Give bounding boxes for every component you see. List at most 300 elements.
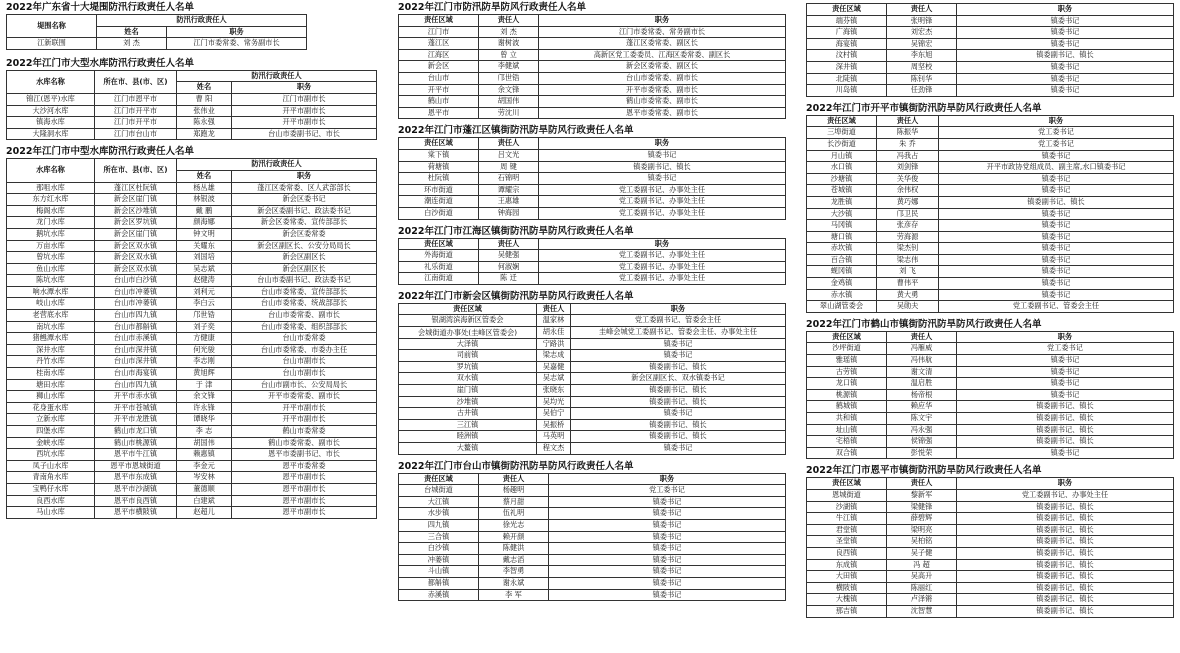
header-person: 姓名: [97, 26, 167, 38]
table-row: [807, 366, 1174, 378]
cell-area: 雅瑶镇: [807, 355, 887, 367]
cell-second: 新会区双水镇: [95, 263, 177, 275]
cell-area: 百合镇: [807, 254, 877, 266]
cell-third: 镇委副书记、镇长: [957, 536, 1174, 548]
cell-second: 任劲锋: [887, 85, 957, 97]
header-person: 责任人: [479, 238, 539, 250]
cell-third: 镇委书记: [939, 185, 1174, 197]
cell-area: 大田镇: [807, 571, 887, 583]
cell-third: 刘子奕: [177, 321, 232, 333]
table-row: [807, 489, 1174, 501]
cell-area: 四九镇: [399, 519, 479, 531]
table-row: [7, 240, 377, 252]
cell-area: 宝鸭仔水库: [7, 483, 95, 495]
cell-fourth: 新会区委常委、宣传部部长: [232, 217, 377, 229]
cell-second: 周坚校: [887, 61, 957, 73]
table-row: [399, 72, 786, 84]
cell-third: 镇委书记: [957, 15, 1174, 27]
header-post: 职务: [539, 138, 786, 150]
cell-area: 广海镇: [807, 27, 887, 39]
cell-second: 胡国伟: [479, 96, 539, 108]
cell-fourth: 江门市副市长: [232, 93, 377, 105]
header-group: 防汛行政责任人: [97, 15, 307, 27]
cell-second: 谢永斌: [479, 577, 549, 589]
cell-area: 礼乐街道: [399, 261, 479, 273]
cell-fourth: 恩平市副市长: [232, 507, 377, 519]
header-person: 姓名: [177, 82, 232, 94]
cell-second: 刘剑锋: [877, 162, 939, 174]
cell-third: 镇委书记: [957, 38, 1174, 50]
cell-second: 冯永强: [887, 424, 957, 436]
cell-second: 蓬江区杜阮镇: [95, 182, 177, 194]
cell-fourth: 恩平市副市长: [232, 472, 377, 484]
cell-fourth: 蓬江区委常委、区人武部部长: [232, 182, 377, 194]
cell-third: 镇委副书记、镇长: [957, 559, 1174, 571]
cell-area: 三合镇: [399, 531, 479, 543]
cell-area: 恩平市: [399, 107, 479, 119]
cell-fourth: 新会区副区长: [232, 263, 377, 275]
cell-third: 镇委书记: [939, 266, 1174, 278]
cell-third: 镇委书记: [957, 61, 1174, 73]
cell-second: 沈智慧: [887, 605, 957, 617]
cell-third: 李 志: [177, 426, 232, 438]
cell-fourth: 新会区委副书记、政法委书记: [232, 205, 377, 217]
cell-third: 镇委副书记、镇长: [571, 419, 786, 431]
cell-third: 胡国伟: [177, 437, 232, 449]
cell-third: 刘国培: [177, 252, 232, 264]
cell-area: 三埠街道: [807, 127, 877, 139]
cell-area: 水口镇: [807, 162, 877, 174]
cell-area: 睦洲镇: [399, 431, 537, 443]
cell-third: 镇委书记: [549, 496, 786, 508]
cell-second: 鹤山市桃源镇: [95, 437, 177, 449]
table-row: [807, 424, 1174, 436]
cell-third: 镇委副书记、镇长: [957, 513, 1174, 525]
cell-second: 台山市深井镇: [95, 344, 177, 356]
cell-fourth: 开平市副市长: [232, 117, 377, 129]
table-row: [399, 361, 786, 373]
cell-area: 古劳镇: [807, 366, 887, 378]
cell-fourth: 台山市委常委、组织部部长: [232, 321, 377, 333]
cell-third: 镇委书记: [549, 566, 786, 578]
cell-area: 岐山水库: [7, 298, 95, 310]
cell-area: 龙胜镇: [807, 196, 877, 208]
cell-area: 陈坑水库: [7, 275, 95, 287]
cell-third: 镇委书记: [549, 531, 786, 543]
cell-third: 镇委副书记、镇长: [571, 385, 786, 397]
cell-area: 台山市: [399, 72, 479, 84]
cell-second: 梁杰钊: [877, 243, 939, 255]
cell-second: 吴健强: [479, 250, 539, 262]
cell-area: 万亩水库: [7, 240, 95, 252]
table-row: [7, 460, 377, 472]
cell-area: 棠下镇: [399, 149, 479, 161]
cell-second: 陈文宇: [887, 413, 957, 425]
cell-area: 那咀水库: [7, 182, 95, 194]
table-row: [399, 207, 786, 219]
cell-third: 镇委书记: [571, 408, 786, 420]
table-row: [7, 368, 377, 380]
header-person: 责任人: [877, 115, 939, 127]
cell-second: 曹伟平: [877, 278, 939, 290]
cell-third: 镇委书记: [939, 220, 1174, 232]
cell-second: 谭耀宗: [479, 184, 539, 196]
cell-second: 王惠雄: [479, 196, 539, 208]
cell-area: 立新水库: [7, 414, 95, 426]
cell-second: 邝世锆: [479, 72, 539, 84]
table-row: [399, 419, 786, 431]
table-row: [399, 315, 786, 327]
cell-third: 党工委副书记、办事处主任: [539, 196, 786, 208]
table-row: [7, 228, 377, 240]
table-row: [399, 431, 786, 443]
cell-third: 高新区党工委委员、江海区委常委、副区长: [539, 49, 786, 61]
cell-area: 北陡镇: [807, 73, 887, 85]
table-row: [7, 298, 377, 310]
cell-third: 党工委副书记、办事处主任: [539, 273, 786, 285]
header-area: 责任区域: [807, 4, 887, 16]
cell-third: 赵超儿: [177, 507, 232, 519]
cell-area: 桃源镇: [807, 389, 887, 401]
cell-second: 开平市苍城镇: [95, 402, 177, 414]
cell-third: 方健康: [177, 333, 232, 345]
cell-second: 彭悦荣: [887, 447, 957, 459]
table-row: [399, 26, 786, 38]
cell-third: 镇委书记: [549, 554, 786, 566]
cell-third: 镇委书记: [539, 149, 786, 161]
cell-area: 潮连街道: [399, 196, 479, 208]
cell-area: 沙湖镇: [807, 501, 887, 513]
table-row: [399, 49, 786, 61]
cell-second: 吴志斌: [537, 373, 571, 385]
cell-area: 马山水库: [7, 507, 95, 519]
table-row: [7, 344, 377, 356]
cell-third: 党工委书记: [939, 138, 1174, 150]
cell-second: 台山市冲蒌镇: [95, 286, 177, 298]
cell-third: 张伟业: [177, 105, 232, 117]
table-row: [7, 217, 377, 229]
table-row: [399, 589, 786, 601]
table-row: [7, 275, 377, 287]
cell-third: 谭晓华: [177, 414, 232, 426]
table-row: [399, 396, 786, 408]
cell-fourth: 恩平市副市长: [232, 483, 377, 495]
cell-third: 镇委书记: [939, 289, 1174, 301]
cell-second: 冯伟航: [887, 355, 957, 367]
cell-third: 镇委副书记、镇长: [571, 431, 786, 443]
table-row: [807, 301, 1174, 313]
cell-area: 深井水库: [7, 344, 95, 356]
table-row: [807, 173, 1174, 185]
cell-second: 开平市赤水镇: [95, 391, 177, 403]
cell-second: 新会区崖门镇: [95, 194, 177, 206]
cell-area: 恩城街道: [807, 489, 887, 501]
table-taishan-continued: [806, 3, 1174, 97]
cell-third: 镇委副书记、镇长: [957, 605, 1174, 617]
cell-area: 圣堂镇: [807, 536, 887, 548]
table-row: [7, 205, 377, 217]
cell-third: 圭峰会城党工委副书记、管委会主任、办事处主任: [571, 327, 786, 339]
cell-area: 沙坪街道: [807, 343, 887, 355]
cell-second: 徐光志: [479, 519, 549, 531]
cell-second: 陈 迁: [479, 273, 539, 285]
cell-area: 汶村镇: [807, 50, 887, 62]
header-person: 责任人: [479, 138, 539, 150]
cell-third: 党工委副书记、办事处主任: [539, 207, 786, 219]
cell-third: 镇委书记: [957, 85, 1174, 97]
cell-second: 台山市赤溪镇: [95, 333, 177, 345]
cell-third: 镇委副书记、镇长: [539, 161, 786, 173]
cell-second: 伍礼明: [479, 508, 549, 520]
cell-third: 镇委副书记、镇长: [957, 594, 1174, 606]
table-row: [807, 266, 1174, 278]
cell-second: 台山市四九镇: [95, 310, 177, 322]
cell-third: 党工委副书记、办事处主任: [957, 489, 1174, 501]
cell-second: 张明锋: [887, 15, 957, 27]
table-row: [399, 327, 786, 339]
cell-fourth: 鹤山市委常委、副市长: [232, 437, 377, 449]
cell-third: 党工委副书记、办事处主任: [539, 261, 786, 273]
header-group: 防汛行政责任人: [177, 159, 377, 171]
cell-area: 马冈镇: [807, 220, 877, 232]
table-row: [807, 61, 1174, 73]
table-row: [807, 501, 1174, 513]
header-post: 职务: [957, 478, 1174, 490]
cell-third: 鹤山市委常委、副市长: [539, 96, 786, 108]
section-title-heshan: 2022年江门市鹤山市镇街防汛防旱防风行政责任人名单: [806, 318, 1042, 330]
header-area: 责任区域: [807, 115, 877, 127]
cell-third: 镇委副书记、镇长: [957, 547, 1174, 559]
cell-second: 石锦明: [479, 173, 539, 185]
cell-third: 刘利元: [177, 286, 232, 298]
cell-second: 吴振桥: [537, 419, 571, 431]
table-row: [807, 243, 1174, 255]
table-row: [807, 559, 1174, 571]
cell-second: 朱 乔: [877, 138, 939, 150]
cell-area: 鹤城镇: [807, 401, 887, 413]
cell-third: 党工委书记: [957, 343, 1174, 355]
table-row: [399, 38, 786, 50]
cell-third: 镇委书记: [571, 443, 786, 455]
table-row: [807, 536, 1174, 548]
cell-area: 老营底水库: [7, 310, 95, 322]
table-row: [807, 208, 1174, 220]
cell-area: 赤坎镇: [807, 243, 877, 255]
cell-area: 江南街道: [399, 273, 479, 285]
table-taishan: [398, 473, 786, 602]
header-post: 职务: [957, 331, 1174, 343]
table-row: [807, 401, 1174, 413]
table-row: [807, 50, 1174, 62]
cell-area: 赤水镇: [807, 289, 877, 301]
section-title-pengjiang: 2022年江门市蓬江区镇街防汛防旱防风行政责任人名单: [398, 125, 634, 137]
cell-second: 杨趣明: [479, 485, 549, 497]
table-row: [807, 231, 1174, 243]
cell-second: 台山市四九镇: [95, 379, 177, 391]
cell-fourth: 台山市委副书记、政法委书记: [232, 275, 377, 287]
cell-third: 镇委副书记、镇长: [957, 50, 1174, 62]
cell-third: 党工委书记: [549, 485, 786, 497]
table-row: [807, 27, 1174, 39]
cell-second: 杨帝根: [887, 389, 957, 401]
cell-fourth: 恩平市副市长: [232, 495, 377, 507]
cell-area: 会城街道办事处(圭峰区管委会): [399, 327, 537, 339]
table-jianghai: [398, 238, 786, 285]
cell-fourth: 新会区委常委: [232, 228, 377, 240]
header-person: 责任人: [887, 478, 957, 490]
table-medium-reservoir: [6, 158, 377, 518]
cell-third: 镇委书记: [957, 27, 1174, 39]
cell-second: 台山市深井镇: [95, 356, 177, 368]
cell-third: 镇委副书记、镇长: [957, 524, 1174, 536]
cell-fourth: 台山市委副书记、市长: [232, 128, 377, 140]
cell-area: 开平市: [399, 84, 479, 96]
table-row: [807, 150, 1174, 162]
header-post: 职务: [539, 238, 786, 250]
table-row: [7, 117, 377, 129]
cell-third: 杨丛雄: [177, 182, 232, 194]
table-row: [399, 443, 786, 455]
cell-second: 温家林: [537, 315, 571, 327]
cell-area: 响水潭水库: [7, 286, 95, 298]
cell-second: 梁志伟: [877, 254, 939, 266]
table-row: [807, 605, 1174, 617]
header-person: 责任人: [887, 331, 957, 343]
cell-area: 荷塘镇: [399, 161, 479, 173]
cell-area: 江新联围: [7, 38, 97, 50]
cell-fourth: 新会区副区长、公安分局局长: [232, 240, 377, 252]
table-row: [399, 577, 786, 589]
header-person: 责任人: [479, 473, 549, 485]
cell-third: 镇委书记: [549, 543, 786, 555]
cell-second: 台山市海宴镇: [95, 368, 177, 380]
header-post: 职务: [232, 82, 377, 94]
cell-third: 陈永强: [177, 117, 232, 129]
cell-second: 吴伯宁: [537, 408, 571, 420]
table-row: [807, 15, 1174, 27]
cell-third: 镇委书记: [957, 447, 1174, 459]
cell-third: 李志刚: [177, 356, 232, 368]
table-row: [7, 194, 377, 206]
table-enping: [806, 477, 1174, 617]
cell-third: 镇委书记: [939, 208, 1174, 220]
cell-area: 大鳌镇: [399, 443, 537, 455]
cell-second: 江门市恩平市: [95, 93, 177, 105]
cell-second: 刘 杰: [97, 38, 167, 50]
column-3: [806, 0, 1174, 618]
cell-area: 外海街道: [399, 250, 479, 262]
cell-second: 新会区双水镇: [95, 252, 177, 264]
cell-third: 镇委书记: [939, 231, 1174, 243]
cell-third: 赵健涛: [177, 275, 232, 287]
cell-fourth: 台山市委常委、宣传部部长: [232, 286, 377, 298]
cell-third: 镇委副书记、镇长: [939, 196, 1174, 208]
cell-second: 何淑娴: [479, 261, 539, 273]
cell-second: 江门市开平市: [95, 117, 177, 129]
table-row: [7, 426, 377, 438]
table-row: [7, 472, 377, 484]
table-row: [807, 513, 1174, 525]
cell-area: 双合镇: [807, 447, 887, 459]
cell-third: 黄旭辉: [177, 368, 232, 380]
header-post: 职务: [549, 473, 786, 485]
cell-third: 镇委书记: [549, 508, 786, 520]
cell-third: 镇委书记: [957, 389, 1174, 401]
table-row: [807, 162, 1174, 174]
cell-second: 陈丽红: [887, 582, 957, 594]
table-row: [399, 250, 786, 262]
cell-second: 温启胜: [887, 378, 957, 390]
table-row: [399, 485, 786, 497]
table-row: [807, 220, 1174, 232]
cell-second: 吴嘉健: [537, 361, 571, 373]
cell-area: 大槐镇: [807, 594, 887, 606]
cell-third: 镇委副书记、镇长: [957, 571, 1174, 583]
header-person: 姓名: [177, 170, 232, 182]
cell-third: 镇委副书记、镇长: [957, 401, 1174, 413]
cell-area: 都斛镇: [399, 577, 479, 589]
table-row: [807, 127, 1174, 139]
cell-area: 丹竹水库: [7, 356, 95, 368]
table-row: [399, 149, 786, 161]
table-row: [399, 543, 786, 555]
cell-third: 白建斌: [177, 495, 232, 507]
cell-third: 江门市委常委、常务副市长: [539, 26, 786, 38]
header-area: 责任区域: [807, 331, 887, 343]
cell-third: 镇委书记: [939, 254, 1174, 266]
header-reservoir-name: 水库名称: [7, 70, 95, 93]
cell-area: 塘田水库: [7, 379, 95, 391]
cell-second: 邝卫民: [877, 208, 939, 220]
cell-second: 胡永佳: [537, 327, 571, 339]
cell-second: 刘宏杰: [887, 27, 957, 39]
cell-area: 鹤山市: [399, 96, 479, 108]
table-row: [399, 519, 786, 531]
cell-second: 吴柏铭: [887, 536, 957, 548]
cell-area: 江海区: [399, 49, 479, 61]
cell-fourth: 恩平市委常委: [232, 460, 377, 472]
cell-second: 恩平市东成镇: [95, 472, 177, 484]
cell-second: 张彦存: [877, 220, 939, 232]
cell-second: 刘 杰: [479, 26, 539, 38]
cell-second: 黎新军: [887, 489, 957, 501]
table-row: [807, 413, 1174, 425]
cell-second: 台山市白沙镇: [95, 275, 177, 287]
cell-second: 宁路洪: [537, 338, 571, 350]
cell-third: 台山市委常委、副市长: [539, 72, 786, 84]
cell-fourth: 新会区委书记: [232, 194, 377, 206]
cell-fourth: 开平市副市长: [232, 105, 377, 117]
header-person: 责任人: [537, 303, 571, 315]
table-row: [7, 414, 377, 426]
cell-second: 吴锦宏: [887, 38, 957, 50]
cell-area: 冲蒌镇: [399, 554, 479, 566]
section-title-jianghai: 2022年江门市江海区镇街防汛防旱防风行政责任人名单: [398, 225, 634, 237]
cell-second: 吕文光: [479, 149, 539, 161]
cell-second: 李智勇: [479, 566, 549, 578]
cell-second: 吴子健: [887, 547, 957, 559]
cell-area: 大隆洞水库: [7, 128, 95, 140]
table-xinhui: [398, 303, 786, 455]
cell-area: 水步镇: [399, 508, 479, 520]
header-location: 所在市、县(市、区): [95, 70, 177, 93]
cell-second: 张晓东: [537, 385, 571, 397]
cell-second: 陈振华: [877, 127, 939, 139]
cell-second: 余伟权: [877, 185, 939, 197]
cell-second: 新会区沙堆镇: [95, 205, 177, 217]
cell-third: 林银波: [177, 194, 232, 206]
cell-area: 沙堆镇: [399, 396, 537, 408]
